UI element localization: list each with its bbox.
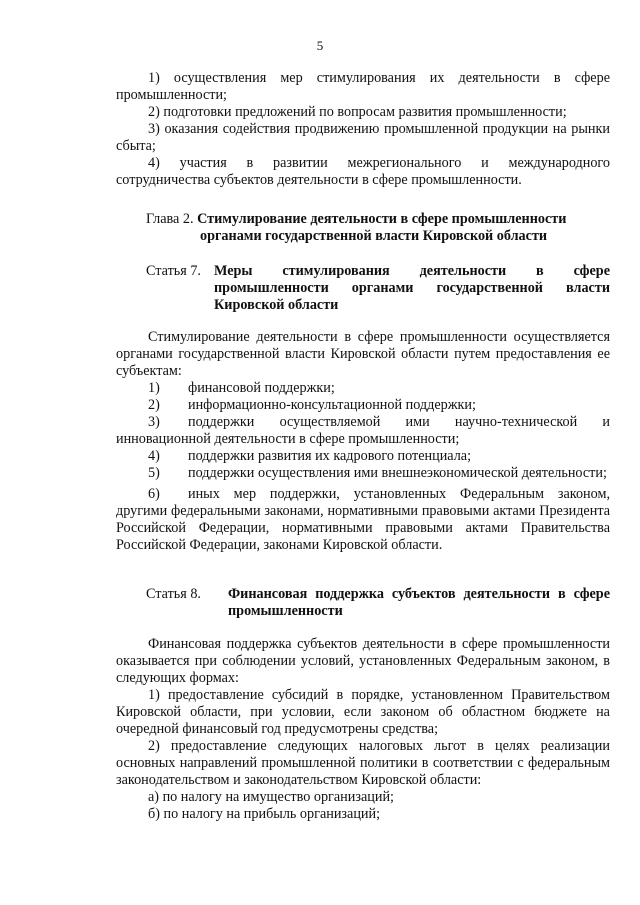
- item-text: поддержки осуществляемой ими научно-технической и инновационной деятельности в сфере промышленности;: [116, 414, 610, 447]
- item-text: информационно-консультационной поддержки;: [188, 397, 476, 413]
- article7-heading: [146, 263, 610, 314]
- item-number: 6): [148, 486, 160, 502]
- item-number: 2): [148, 397, 160, 413]
- article8-item-a: а) по налогу на имущество организаций;: [148, 789, 394, 805]
- item-number: 1): [148, 380, 160, 396]
- chapter-title-line1: Стимулирование деятельности в сфере промышленности: [197, 211, 567, 227]
- article7-item-5: [116, 465, 610, 482]
- item-text: финансовой поддержки;: [188, 380, 335, 396]
- chapter-title-line2: органами государственной власти Кировской области: [200, 228, 548, 244]
- page-number: 5: [316, 38, 324, 53]
- article7-item-3: [116, 414, 610, 448]
- intro-item-1: 1) осуществления мер стимулирования их деятельности в сфере промышленности;: [116, 70, 610, 103]
- article7-item-1: [116, 380, 610, 397]
- item-number: 4): [148, 448, 160, 464]
- article8-item-2: 2) предоставление следующих налоговых льгот в целях реализации основных направлений промышленной политики в соответствии с федеральным законодательством и законодательством Кировской области:: [116, 738, 610, 788]
- article8-title: Финансовая поддержка субъектов деятельности в сфере промышленности: [228, 586, 610, 619]
- article8-intro: Финансовая поддержка субъектов деятельности в сфере промышленности оказывается при соблюдении условий, установленных Федеральным законом, в следующих формах:: [116, 636, 610, 686]
- article7-label: Статья 7.: [146, 263, 201, 279]
- item-text: иных мер поддержки, установленных Федеральным законом, другими федеральными законами, нормативными правовыми актами Президента Российской Федерации, нормативными правовыми актами Правительства Российской Федерации, законами Кировской области.: [116, 486, 610, 553]
- item-number: 5): [148, 465, 160, 481]
- article7-title: Меры стимулирования деятельности в сфере промышленности органами государственной власти Кировской области: [214, 263, 610, 313]
- article7-item-6: [116, 486, 610, 554]
- item-text: поддержки осуществления ими внешнеэкономической деятельности;: [188, 465, 607, 481]
- article7-intro: Стимулирование деятельности в сфере промышленности осуществляется органами государственной власти Кировской области путем предоставления ее субъектам:: [116, 329, 610, 379]
- article8-label: Статья 8.: [146, 586, 201, 602]
- chapter-label: Глава 2.: [146, 211, 194, 227]
- intro-item-2: 2) подготовки предложений по вопросам развития промышленности;: [148, 104, 567, 120]
- intro-item-3: 3) оказания содействия продвижению промышленной продукции на рынки сбыта;: [116, 121, 610, 154]
- article8-item-b: б) по налогу на прибыль организаций;: [148, 806, 381, 822]
- item-text: поддержки развития их кадрового потенциала;: [188, 448, 472, 464]
- article8-body: [116, 636, 610, 823]
- chapter-heading: [146, 211, 606, 245]
- article8-heading: [146, 586, 610, 620]
- item-number: 3): [148, 414, 160, 430]
- intro-item-4: 4) участия в развитии межрегионального и международного сотрудничества субъектов деятельности в сфере промышленности.: [116, 155, 610, 188]
- article7-item-4: [116, 448, 610, 465]
- article8-item-1: 1) предоставление субсидий в порядке, установленном Правительством Кировской области, при условии, если законом об областном бюджете на очередной финансовый год предусмотрены средства;: [116, 687, 610, 737]
- article7-item-2: [116, 397, 610, 414]
- intro-list: [116, 70, 610, 189]
- article7-body: [116, 329, 610, 554]
